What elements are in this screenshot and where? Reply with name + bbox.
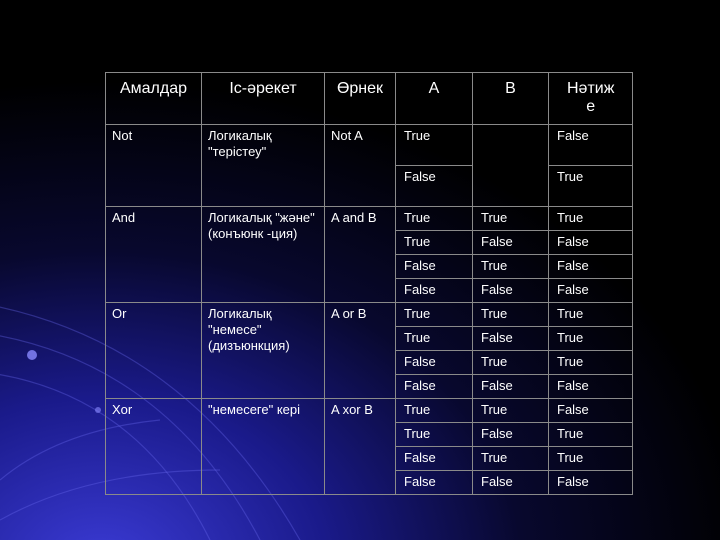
table-row [106,399,633,423]
value-result: True [549,303,633,327]
value-b: True [473,399,549,423]
table-row [106,207,633,231]
operation-action: "немесеге" кері [202,399,325,495]
value-result: False [549,279,633,303]
value-b: False [473,423,549,447]
value-b: True [473,255,549,279]
operation-expression: A and B [325,207,396,303]
header-expression: Өрнек [325,73,396,125]
value-b: True [473,303,549,327]
value-b: True [473,207,549,231]
value-result: False [549,125,633,166]
value-result: True [549,351,633,375]
operation-expression: A or B [325,303,396,399]
value-b: False [473,375,549,399]
operation-expression: A xor B [325,399,396,495]
value-a: False [396,351,473,375]
value-a: True [396,125,473,166]
operation-expression: Not A [325,125,396,207]
operation-action: Логикалық "немесе" (дизъюнкция) [202,303,325,399]
value-b: False [473,231,549,255]
operation-name: Or [106,303,202,399]
value-result: False [549,399,633,423]
header-result: Нәтиж е [549,73,633,125]
value-b: False [473,327,549,351]
operation-action: Логикалық "терістеу" [202,125,325,207]
value-result: True [549,166,633,207]
value-a: False [396,255,473,279]
value-a: True [396,207,473,231]
value-a: True [396,423,473,447]
header-a: A [396,73,473,125]
table-row [106,303,633,327]
operation-name: Xor [106,399,202,495]
value-result: False [549,231,633,255]
value-b: True [473,447,549,471]
value-a: True [396,303,473,327]
value-a: True [396,327,473,351]
table-row [106,125,633,166]
operation-name: And [106,207,202,303]
value-a: False [396,447,473,471]
value-a: False [396,375,473,399]
value-a: False [396,471,473,495]
truth-table [105,72,633,495]
operation-action: Логикалық "және" (конъюнк -ция) [202,207,325,303]
header-action: Іс-әрекет [202,73,325,125]
value-a: False [396,279,473,303]
header-row [106,73,633,125]
value-b [473,125,549,207]
value-a: False [396,166,473,207]
header-b: B [473,73,549,125]
value-result: True [549,207,633,231]
header-operations: Амалдар [106,73,202,125]
value-b: False [473,279,549,303]
value-result: False [549,255,633,279]
value-result: False [549,375,633,399]
value-a: True [396,231,473,255]
value-a: True [396,399,473,423]
value-result: True [549,327,633,351]
value-result: False [549,471,633,495]
value-b: True [473,351,549,375]
value-result: True [549,447,633,471]
value-result: True [549,423,633,447]
operation-name: Not [106,125,202,207]
value-b: False [473,471,549,495]
